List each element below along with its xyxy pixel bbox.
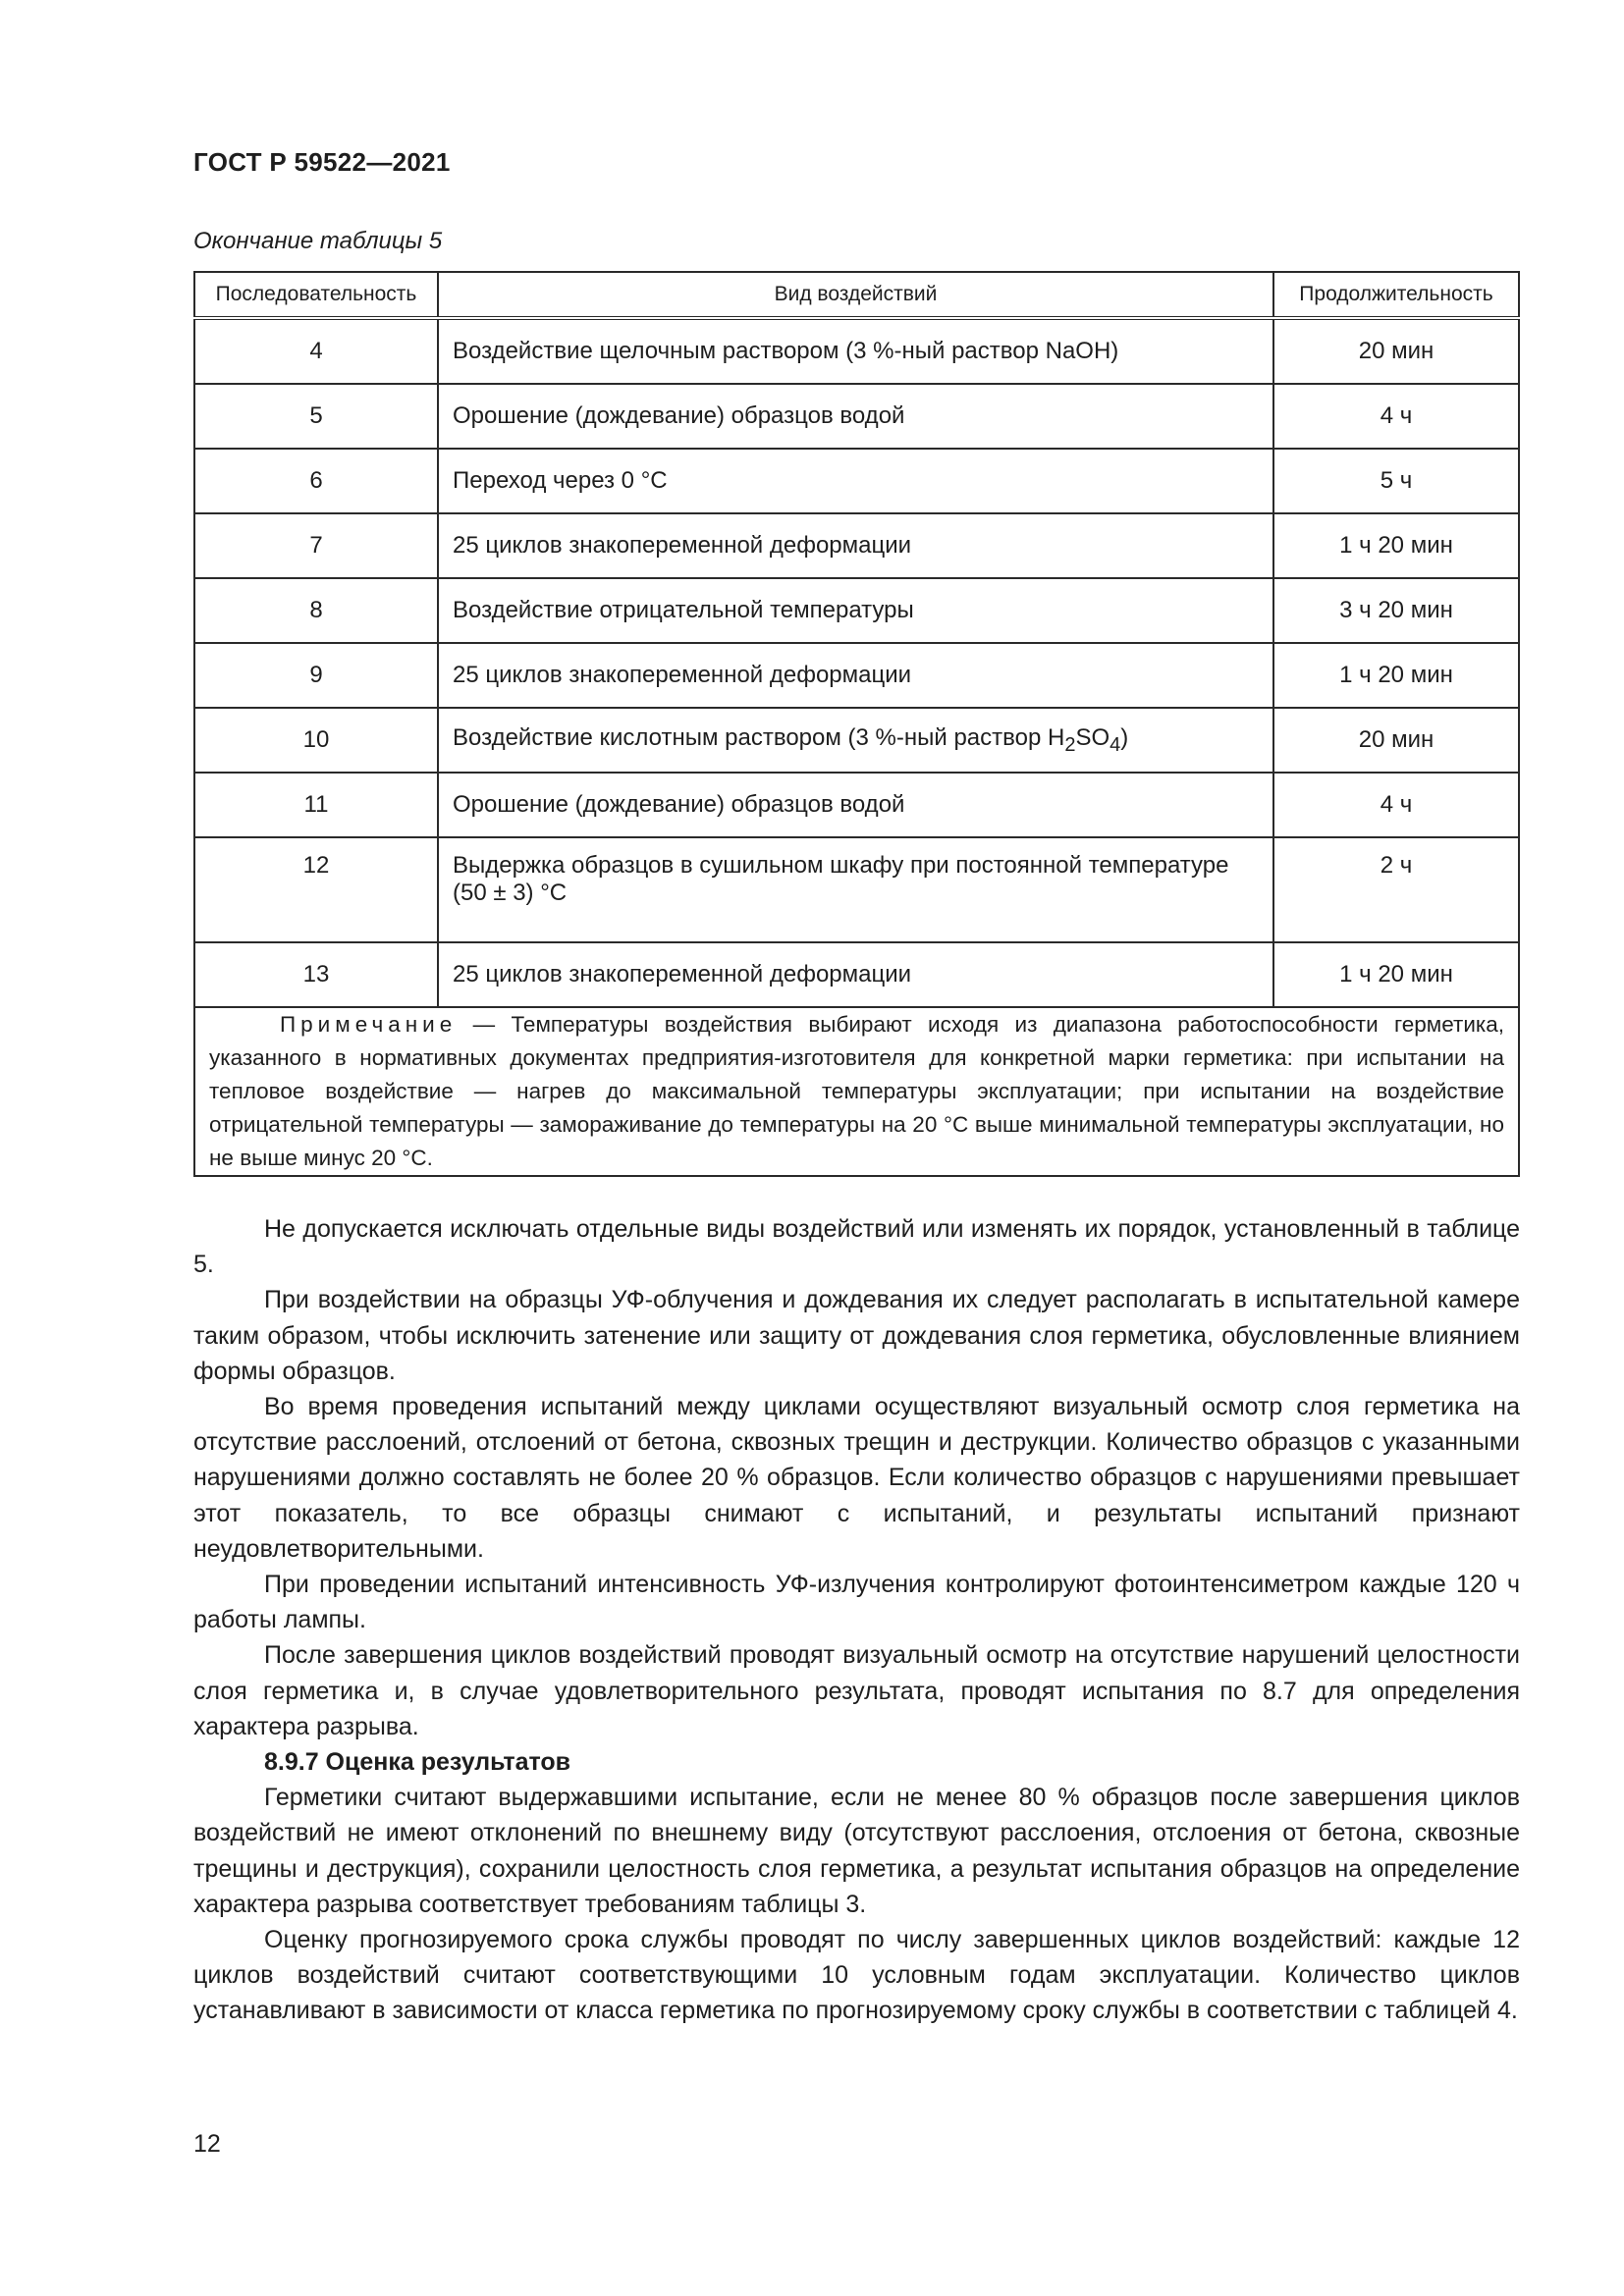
action-text-mid: SO: [1075, 723, 1110, 751]
cell-action: 25 циклов знакопеременной деформации: [438, 643, 1273, 708]
table-row: [194, 773, 1519, 837]
cell-duration: 4 ч: [1273, 384, 1519, 449]
cell-sequence: 10: [194, 708, 438, 773]
table-row: [194, 513, 1519, 578]
table-row: [194, 708, 1519, 773]
cell-sequence: 13: [194, 942, 438, 1007]
subscript-2: 2: [1064, 733, 1076, 756]
table-row: [194, 384, 1519, 449]
paragraph: При воздействии на образцы УФ-облучения и дождевания их следует располагать в испытательной камере таким образом, чтобы исключить затенение или защиту от дождевания слоя герметика, обусловленные влиянием формы образцов.: [193, 1286, 1520, 1385]
cell-duration: 5 ч: [1273, 449, 1519, 513]
table-row: [194, 942, 1519, 1007]
table-note: [194, 1007, 1519, 1176]
cell-duration: 1 ч 20 мин: [1273, 643, 1519, 708]
body-text: [193, 1211, 1520, 2029]
paragraph: После завершения циклов воздействий проводят визуальный осмотр на отсутствие нарушений целостности слоя герметика и, в случае удовлетворительного результата, проводят испытания по 8.7 для определения характера разрыва.: [193, 1641, 1520, 1740]
cell-sequence: 6: [194, 449, 438, 513]
table-caption: Окончание таблицы 5: [193, 228, 443, 254]
column-header-duration: Продолжительность: [1273, 272, 1519, 318]
cell-sequence: 11: [194, 773, 438, 837]
table-row: [194, 318, 1519, 384]
cell-action: Воздействие щелочным раствором (3 %-ный раствор NaOH): [438, 318, 1273, 384]
table-row: [194, 643, 1519, 708]
action-text-suffix: ): [1120, 723, 1129, 751]
cell-sequence: 12: [194, 837, 438, 942]
table-row: [194, 578, 1519, 643]
table-row: [194, 449, 1519, 513]
note-label: Примечание: [280, 1012, 458, 1037]
cell-action: Воздействие отрицательной температуры: [438, 578, 1273, 643]
document-code-header: ГОСТ Р 59522—2021: [193, 147, 451, 177]
cell-sequence: 7: [194, 513, 438, 578]
paragraph: Во время проведения испытаний между циклами осуществляют визуальный осмотр слоя герметика на отсутствие расслоений, отслоений от бетона, сквозных трещин и деструкции. Количество образцов с указанными нарушениями должно составлять не более 20 % образцов. Если количество образцов с нарушениями превышает этот показатель, то все образцы снимают с испытаний, и результаты испытаний признают неудовлетворительными.: [193, 1393, 1520, 1563]
cell-duration: 2 ч: [1273, 837, 1519, 942]
paragraph: Герметики считают выдержавшими испытание, если не менее 80 % образцов после завершения циклов воздействий не имеют отклонений по внешнему виду (отсутствуют расслоения, отслоения от бетона, сквозные трещины и деструкция), сохранили целостность слоя герметика, а результат испытания образцов на определение характера разрыва соответствует требованиям таблицы 3.: [193, 1784, 1520, 1918]
cell-duration: 1 ч 20 мин: [1273, 942, 1519, 1007]
cell-action: [438, 708, 1273, 773]
action-line-2: (50 ± 3) °С: [453, 880, 568, 906]
cell-sequence: 4: [194, 318, 438, 384]
table-note-row: [194, 1007, 1519, 1176]
cell-sequence: 8: [194, 578, 438, 643]
cell-duration: 4 ч: [1273, 773, 1519, 837]
cell-action: 25 циклов знакопеременной деформации: [438, 942, 1273, 1007]
cell-action: 25 циклов знакопеременной деформации: [438, 513, 1273, 578]
cell-action: Орошение (дождевание) образцов водой: [438, 384, 1273, 449]
cell-duration: 20 мин: [1273, 708, 1519, 773]
cell-action: Переход через 0 °С: [438, 449, 1273, 513]
cell-action: Орошение (дождевание) образцов водой: [438, 773, 1273, 837]
column-header-sequence: Последовательность: [194, 272, 438, 318]
paragraph: Оценку прогнозируемого срока службы проводят по числу завершенных циклов воздействий: каждые 12 циклов воздействий считают соответствующими 10 условным годам эксплуатации. Количество циклов устанавливают в зависимости от класса герметика по прогнозируемому сроку службы в соответствии с таблицей 4.: [193, 1926, 1520, 2025]
cell-sequence: 9: [194, 643, 438, 708]
cell-action: [438, 837, 1273, 942]
section-heading: 8.9.7 Оценка результатов: [264, 1748, 571, 1777]
cell-duration: 20 мин: [1273, 318, 1519, 384]
table-header-row: [194, 272, 1519, 318]
paragraph: При проведении испытаний интенсивность УФ-излучения контролируют фотоинтенсиметром каждые 120 ч работы лампы.: [193, 1571, 1520, 1634]
cell-sequence: 5: [194, 384, 438, 449]
paragraph: Не допускается исключать отдельные виды воздействий или изменять их порядок, установленный в таблице 5.: [193, 1215, 1520, 1279]
cell-duration: 1 ч 20 мин: [1273, 513, 1519, 578]
cell-duration: 3 ч 20 мин: [1273, 578, 1519, 643]
note-text: — Температуры воздействия выбирают исходя из диапазона работоспособности герметика, указанного в нормативных документах предприятия-изготовителя для конкретной марки герметика: при испытании на тепловое воздействие — нагрев до максимальной температуры эксплуатации; при испытании на воздействие отрицательной температуры — замораживание до температуры на 20 °С выше минимальной температуры эксплуатации, но не выше минус 20 °С.: [209, 1012, 1504, 1170]
action-text-prefix: Воздействие кислотным раствором (3 %-ный раствор H: [453, 723, 1065, 751]
subscript-4: 4: [1110, 733, 1121, 756]
page-number: 12: [193, 2130, 221, 2158]
column-header-action: Вид воздействий: [438, 272, 1273, 318]
table-row: [194, 837, 1519, 942]
action-line-1: Выдержка образцов в сушильном шкафу при постоянной температуре: [453, 852, 1229, 879]
actions-table: [193, 271, 1520, 1177]
